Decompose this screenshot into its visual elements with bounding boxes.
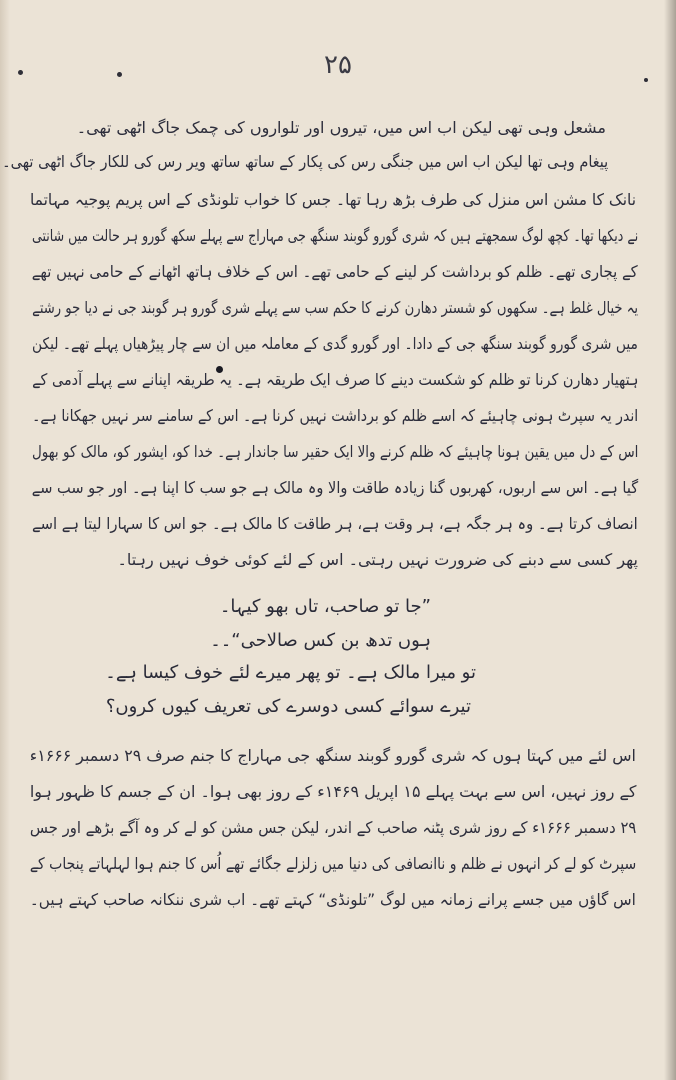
text-line: کے روز نہیں، اس سے بہت پہلے ۱۵ اپریل ۱۴۶۹ء کے روز بھی ہوا۔ ان کے جسم کا ظہور ہوا	[29, 782, 636, 801]
text-line: یہ خیال غلط ہے۔ سکھوں کو شستر دھارن کرنے کا حکم سب سے پہلے شری گورو ہر گوبند جی نے دیا جو رشتے	[32, 298, 638, 317]
verse-line: تیرے سوائے کسی دوسرے کی تعریف کیوں کروں؟	[105, 696, 471, 717]
ink-speck	[644, 78, 648, 82]
ink-speck	[117, 72, 122, 77]
text-line: اندر یہ سپرٹ ہونی چاہیئے کہ اسے ظلم کو برداشت نہیں کرنا ہے۔ اس کے سامنے سر نہیں جھکانا ہے۔	[31, 406, 638, 425]
text-line: کے پجاری تھے۔ ظلم کو برداشت کر لینے کے حامی تھے۔ اس کے خلاف ہاتھ اٹھانے کے حامی نہیں تھے	[32, 262, 638, 281]
text-line: مشعل وہی تھی لیکن اب اس میں، تیروں اور تلواروں کی چمک جاگ اٹھی تھی۔	[76, 118, 606, 137]
text-line: نانک کا مشن اس منزل کی طرف بڑھ رہا تھا۔ جس کا خواب تلونڈی کے اس پریم پوجیہ مہاتما	[29, 190, 636, 209]
text-line: سپرٹ کو لے کر انہوں نے ظلم و ناانصافی کی دنیا میں زلزلے جگائے تھے اُس کا جنم ہوا لہلہاتے پنجاب کے	[29, 854, 636, 873]
page-number: ۲۵	[324, 50, 352, 80]
text-line: گیا ہے۔ اس سے اربوں، کھربوں گنا زیادہ طاقت والا وہ مالک ہے جو سب کا اپنا ہے۔ اور جو سب سے	[31, 478, 638, 497]
text-line: ۲۹ دسمبر ۱۶۶۶ء کے روز شری پٹنہ صاحب کے اندر، لیکن جس مشن کو لے کر وہ آگے بڑھے اور جس	[29, 818, 636, 837]
verse-line: ہوں تدھ بن کس صالاحی“۔۔	[210, 630, 431, 651]
text-line: میں شری گورو گوبند سنگھ جی کے دادا۔ اور گورو گدی کے معاملہ میں ان سے چار پیڑھیاں پہلے تھے۔ لیکن	[32, 334, 638, 353]
page-right-edge	[664, 0, 676, 1080]
verse-line: تو میرا مالک ہے۔ تو پھر میرے لئے خوف کیسا ہے۔	[105, 662, 476, 683]
text-line: اس گاؤں میں جسے پرانے زمانہ میں لوگ ”تلونڈی“ کہتے تھے۔ اب شری ننکانہ صاحب کہتے ہیں۔	[30, 890, 636, 909]
ink-speck	[18, 70, 23, 75]
text-line: اس لئے میں کہتا ہوں کہ شری گورو گوبند سنگھ جی مہاراج کا جنم صرف ۲۹ دسمبر ۱۶۶۶ء	[29, 746, 637, 765]
text-line: پھر کسی سے دبنے کی ضرورت نہیں رہتی۔ اس کے لئے کوئی خوف نہیں رہتا۔	[117, 550, 638, 569]
text-line: انصاف کرتا ہے۔ وہ ہر جگہ ہے، ہر وقت ہے، ہر طاقت کا مالک ہے۔ جو اس کا سہارا لیتا ہے اسے	[32, 514, 638, 533]
verse-line: ”جا تو صاحب، تاں بھو کیہا۔	[219, 596, 431, 617]
text-line: ہتھیار دھارن کرنا تو ظلم کو شکست دینے کا صرف ایک طریقہ ہے۔ یہ طریقہ اپنانے سے پہلے آدمی کے	[31, 370, 638, 389]
text-line: نے دیکھا تھا۔ کچھ لوگ سمجھتے ہیں کہ شری گورو گوبند سنگھ جی مہاراج سے پہلے سکھ گورو ہر حالت میں شانتی	[31, 226, 638, 245]
text-line: پیغام وہی تھا لیکن اب اس میں جنگی رس کی پکار کے ساتھ ساتھ ویر رس کی للکار جاگ اٹھی تھی۔	[1, 152, 608, 171]
text-line: اس کے دل میں یقین ہونا چاہیئے کہ ظلم کرنے والا ایک حقیر سا جاندار ہے۔ خدا کو، ایشور کو، مالک کو بھول	[31, 442, 638, 461]
